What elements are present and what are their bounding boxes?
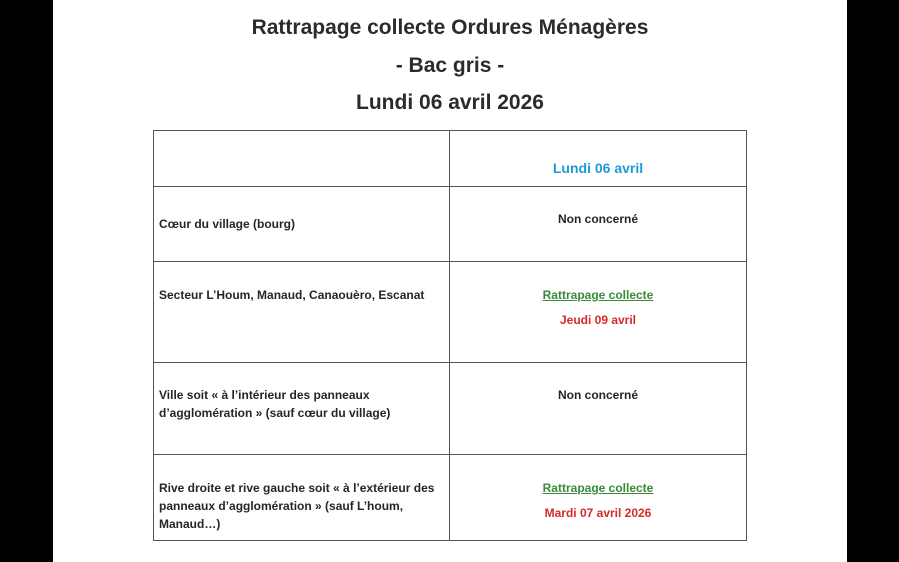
zone-label: Secteur L’Houm, Manaud, Canaouèro, Escanat [159, 288, 425, 302]
status-cell [450, 455, 747, 541]
catch-up-collection-link[interactable]: Rattrapage collecte [542, 481, 654, 495]
status-cell [450, 187, 747, 262]
table-row [154, 262, 747, 363]
catch-up-date: Jeudi 09 avril [559, 313, 637, 327]
zone-cell [154, 187, 450, 262]
status-label: Non concerné [557, 388, 638, 402]
table-row [154, 455, 747, 541]
status-cell [450, 262, 747, 363]
schedule-table [153, 130, 747, 541]
catch-up-date: Mardi 07 avril 2026 [544, 506, 652, 520]
zone-label-line: d’agglomération » (sauf cœur du village) [159, 406, 391, 420]
page-date: Lundi 06 avril 2026 [356, 91, 544, 114]
zone-label-line: panneaux d’agglomération » (sauf L’houm, [159, 499, 404, 513]
page-title: Rattrapage collecte Ordures Ménagères [251, 16, 649, 39]
table-row [154, 187, 747, 262]
zone-cell [154, 363, 450, 455]
column-header-cell [450, 131, 747, 187]
zone-label-line: Rive droite et rive gauche soit « à l’extérieur des [159, 481, 435, 495]
zone-label-line: Ville soit « à l’intérieur des panneaux [159, 388, 370, 402]
status-label: Non concerné [557, 212, 638, 226]
table-header-row [154, 131, 747, 187]
catch-up-collection-link[interactable]: Rattrapage collecte [542, 288, 654, 302]
zone-label-line: Manaud…) [159, 517, 221, 531]
table-row [154, 363, 747, 455]
zone-label: Cœur du village (bourg) [159, 217, 295, 231]
zone-cell [154, 262, 450, 363]
column-header-date: Lundi 06 avril [552, 160, 644, 176]
zone-cell [154, 455, 450, 541]
page-subtitle: - Bac gris - [395, 54, 505, 77]
status-cell [450, 363, 747, 455]
document-page [53, 0, 847, 562]
table-corner-cell [154, 131, 450, 187]
